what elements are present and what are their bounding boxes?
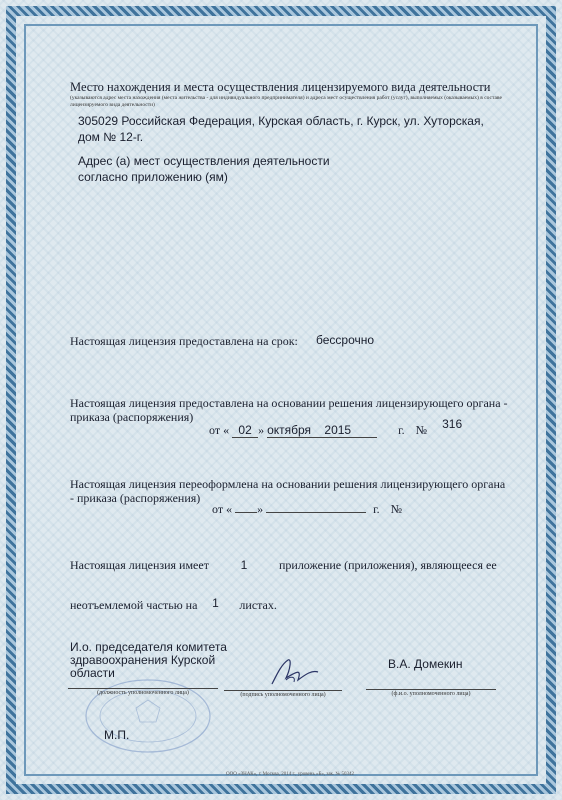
location-heading: Место нахождения и места осуществления лицензируемого вида деятельности — [70, 80, 491, 94]
basis-mid: » — [258, 423, 265, 437]
stamp-place-label: М.П. — [104, 728, 130, 742]
appendix-part3: неотъемлемой частью на — [70, 598, 198, 612]
basis-num-label: № — [415, 423, 428, 437]
appendix-line — [70, 558, 497, 572]
reissue-text: Настоящая лицензия переоформлена на основании решения лицензирующего органа - приказа (распоряжения) — [70, 477, 506, 505]
basis-day: 02 — [232, 423, 258, 438]
basis-text: Настоящая лицензия предоставлена на основании решения лицензирующего органа - приказа (распоряжения) — [70, 396, 508, 424]
reissue-year-suffix: г. — [373, 502, 380, 516]
signature-caption: (подпись уполномоченного лица) — [224, 690, 342, 698]
appendix-part2: приложение (приложения), являющееся ее — [278, 558, 497, 572]
basis-year-suffix: г. — [398, 423, 405, 437]
reissue-day-blank — [235, 512, 257, 513]
basis-prefix: от « — [209, 423, 230, 437]
reissue-prefix: от « — [212, 502, 233, 516]
basis-year: 2015 — [324, 423, 352, 437]
name-caption: (ф.и.о. уполномоченного лица) — [366, 689, 496, 697]
basis-month-year — [267, 423, 377, 438]
term-value: бессрочно — [316, 333, 375, 347]
basis-order-line — [209, 417, 463, 438]
appendix-line-2 — [70, 598, 277, 612]
reissue-mid: » — [257, 502, 264, 516]
reissue-num-label: № — [390, 502, 403, 516]
basis-number: 316 — [442, 417, 463, 431]
appendix-part4: листах. — [239, 598, 277, 612]
appendix-count: 1 — [240, 558, 248, 572]
basis-month: октября — [267, 423, 312, 437]
activity-address-text: Адрес (а) мест осуществления деятельности согласно приложению (ям) — [78, 154, 330, 184]
signatory-position: И.о. председателя комитета здравоохранения Курской области — [70, 640, 227, 680]
reissue-month-blank — [266, 512, 366, 513]
address-text: 305029 Российская Федерация, Курская область, г. Курск, ул. Хуторская, дом № 12-г. — [78, 114, 484, 144]
appendix-part1: Настоящая лицензия имеет — [70, 558, 209, 572]
printer-footer: ООО «ЗНАК», г. Москва, 2014 г., уровень «Б», зак. № 50342 — [226, 772, 354, 777]
term-label: Настоящая лицензия предоставлена на срок: — [70, 334, 298, 348]
position-caption: (должность уполномоченного лица) — [68, 688, 218, 696]
reissue-order-line — [212, 502, 402, 517]
signature-icon — [252, 650, 342, 692]
location-fineprint: (указываются адрес места нахождения (места жительства - для индивидуального предпринимателя) и адреса мест осуществления работ (услуг), выполняемых (оказываемых) в составе лицензируемого вида деятельности) — [70, 95, 502, 108]
appendix-sheets: 1 — [212, 596, 219, 610]
signatory-name: В.А. Домекин — [388, 657, 463, 671]
